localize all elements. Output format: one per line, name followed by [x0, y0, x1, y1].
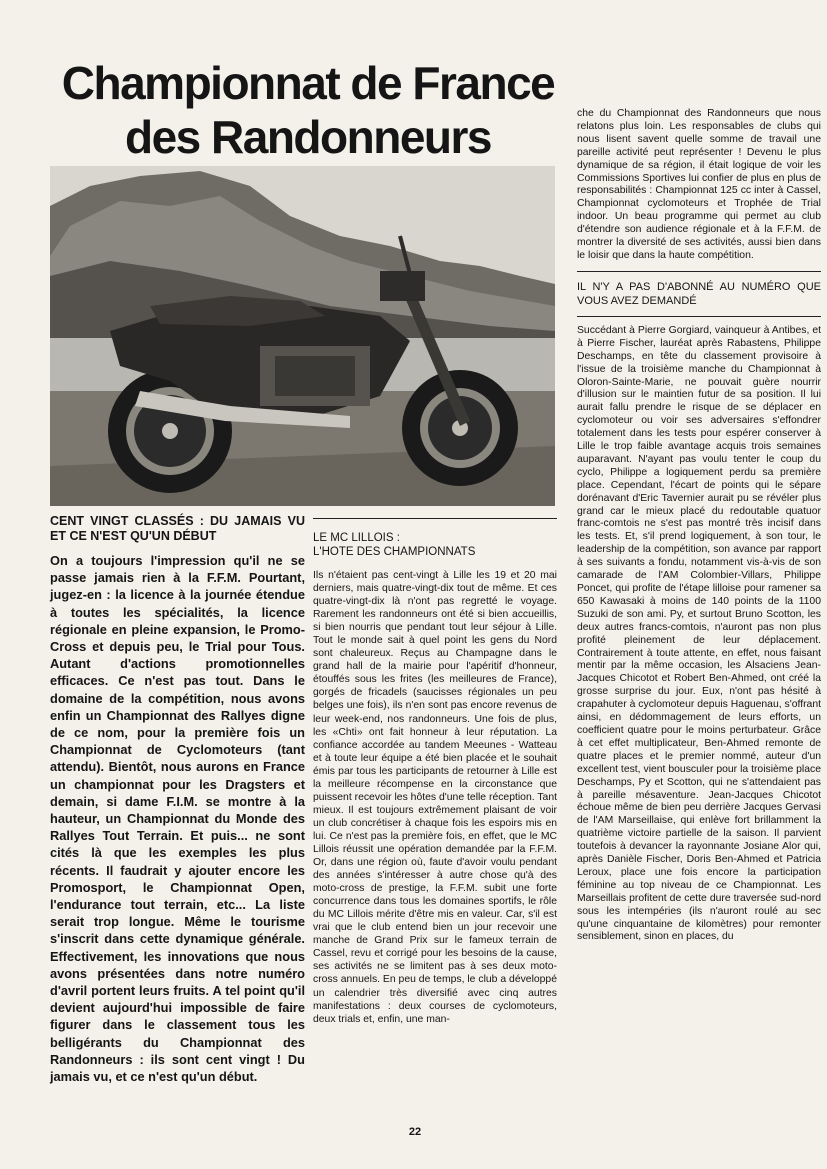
middle-headline-line-1: LE MC LILLOIS : [313, 532, 400, 544]
right-article-body: Succédant à Pierre Gorgiard, vainqueur à Antibes, et à Pierre Fischer, lauréat après Rabastens, Philippe Deschamps, en tête du classement provisoire à l'issue de la troisième manche du Championnat à Oloron-Sainte-Marie, ne pouvait guère nourrir d'illusion sur le maintien futur de sa position. Il lui aurait fallu prendre le risque de se déplacer en cyclomoteur ou voir ses adversaires s'effondrer totalement dans les tests pour espérer conserver à Lille le trop faible avantage acquis trois semaines auparavant. N'ayant pas voulu tenter le coup du cyclo, Philippe a logiquement perdu sa première place. Cependant, l'écart de points qui le sépare dorénavant d'Eric Tavernier aurait pu se révéler plus grand car le mieux placé du redoutable quatuor franc-comtois ne s'est pas montré très incisif dans les tests. Et, s'il prend logiquement, à son tour, le leadership de la compétition, son avance par rapport à ses suivants a fondu, notamment vis-à-vis de son camarade de l'AM Colombier-Villars, Philippe Poncet, qui profite de l'étape lilloise pour ramener sa 650 Kawasaki à moins de 140 points de la 1100 Suzuki de son ami. Py, et surtout Bruno Scotton, les deux autres francs-comtois, n'auront pas non plus profité pleinement de leur déplacement. Contrairement à toute attente, en effet, nous faisant mentir par la même occasion, les Alsaciens Jean-Jacques Chicotot et Robert Ben-Ahmed, ont créé la grosse surprise du jour. Eux, n'ont pas hésité à crapahuter à cyclomoteur depuis Haguenau, s'offrant ainsi, en dédommagement de leurs efforts, un coefficient quatre pour le moins perturbateur. Grâce à cet effet multiplicateur, Ben-Ahmed remonte de quatre places et le premier nommé, auteur d'un excellent test, vient bousculer pour la troisième place Deschamps, Py et Scotton, qui ne s'attendaient pas à pareille mésaventure. Jean-Jacques Chicotot échoue même de bien peu derrière Jacques Gervasi de l'AM Marseillaise, qui enlève fort brillamment la quatrième victoire partielle de la saison. Il parvient toutefois à devancer la rayonnante Josiane Alor qui, après Danièle Fischer, Doris Ben-Ahmed et Patricia Leroux, place une fois encore la participation féminine au top niveau de ce Championnat. Les Marseillais profitent de cette dure traversée sud-nord sous les intempéries (ils n'auront roulé au sec qu'une cinquantaine de kilomètres) pour remonter sensiblement, sinon en places, du [577, 324, 821, 943]
middle-article-headline [313, 519, 557, 569]
middle-headline-line-2: L'HOTE DES CHAMPIONNATS [313, 546, 476, 558]
right-article [577, 108, 821, 944]
left-article-headline: CENT VINGT CLASSÉS : DU JAMAIS VU ET CE N'EST QU'UN DÉBUT [50, 514, 305, 543]
middle-article [313, 518, 557, 1026]
right-article-intro: che du Championnat des Randonneurs que nous relatons plus loin. Les responsables de clubs qui nous lisent savent quelle somme de travail une pareille activité peut représenter ! Devenu le plus dynamique de sa région, il était logique de voir les Commissions Sportives lui confier de plus en plus de responsabilités : Championnat 125 cc inter à Cassel, Championnat cyclomoteurs et Trophée de Trial indoor. Un beau programme qui permet au club d'étendre son audience régionale et à la F.F.M. de montrer la diversité de ses activités, aussi bien dans le loisir que dans la haute compétition. [577, 108, 821, 261]
motorcycle-photo-icon [50, 166, 555, 506]
left-article-body: On a toujours l'impression qu'il ne se passe jamais rien à la F.F.M. Pourtant, jugez-en : la licence à la journée étendue à toutes les spécialités, la licence régionale en pleine expansion, le Promo-Cross et depuis peu, le Trial pour Tous. Autant d'actions promotionnelles efficaces. Ce n'est pas tout. Dans le domaine de la compétition, nous avons enfin un Championnat des Rallyes digne de ce nom, pour la première fois un Championnat de Cyclomoteurs (tant attendu). Bientôt, nous aurons en France un championnat pour les Dragsters et demain, si dame F.I.M. se montre à la hauteur, un Championnat du Monde des Rallyes Tout Terrain. Et puis... ne sont cités là que les exemples les plus récents. Il faudrait y ajouter encore les Promosport, le Championnat Open, l'endurance tout terrain, etc... La liste serait trop longue. Même le tourisme s'inscrit dans cette dynamique générale. Effectivement, les innovations que nous avons présentées dans notre numéro d'avril portent leurs fruits. A tel point qu'il devient aujourd'hui impossible de faire figurer dans le classement tous les belligérants du Championnat des Randonneurs : ils sont cent vingt ! Du jamais vu, et ce n'est qu'un début. [50, 553, 305, 1085]
middle-article-body: Ils n'étaient pas cent-vingt à Lille les 19 et 20 mai derniers, mais quatre-vingt-dix tout de même. Et ces quatre-vingt-dix là n'ont pas regretté le voyage. Rarement les randonneurs ont été si bien accueillis, si bien nourris que pendant tout leur séjour à Lille. Tout le monde sait à quel point les gens du Nord sont chaleureux. Reçus au Champagne dans le grand hall de la mairie pour l'apéritif d'honneur, étouffés sous les frites (les meilleures de France), gorgés de fricadels (saucisses régionales un peu belges une fois), ils n'en sont pas encore revenus de leur week-end, nos randonneurs. Une fois de plus, les «Chti» ont fait honneur à leur réputation. La confiance accordée au tandem Meeunes - Watteau et à toute leur équipe a été bien placée et le souhait émis par tous les participants de retourner à Lille est la meilleure récompense en la circonstance que puissent recevoir les hôtes d'une telle réception. Tant mieux. Il est toujours extrêmement plaisant de voir un club concrétiser à chaque fois les espoirs mis en lui. Ce n'est pas la première fois, en effet, que le MC Lillois réussit une opération demandée par la F.F.M. Or, dans une région où, faute d'avoir voulu pendant des années s'intéresser à autre chose qu'à des moto-cross de prestige, la F.F.M. subit une forte concurrence dans tous les domaines sportifs, le rôle du MC Lillois mérite d'être mis en valeur. Car, s'il est vrai que le club entend bien un jour recevoir une manche de Grand Prix sur le fameux terrain de Cassel, revu et corrigé pour les besoins de la cause, ses activités ne se limitent pas à ses deux moto-cross annuels. En peu de temps, le club a développé un calendrier très diversifié avec cinq autres manifestations : deux courses de cyclomoteurs, deux trials et, enfin, une man- [313, 570, 557, 1025]
page-number: 22 [408, 1126, 422, 1138]
right-article-rule-bottom [577, 316, 821, 317]
left-article [50, 514, 305, 1085]
motorcycle-photo [50, 166, 555, 506]
title-line-2: des Randonneurs [124, 111, 491, 163]
title-line-1: Championnat de France [61, 57, 555, 109]
page-title [48, 56, 568, 164]
right-article-headline: IL N'Y A PAS D'ABONNÉ AU NUMÉRO QUE VOUS AVEZ DEMANDÉ [577, 280, 821, 308]
